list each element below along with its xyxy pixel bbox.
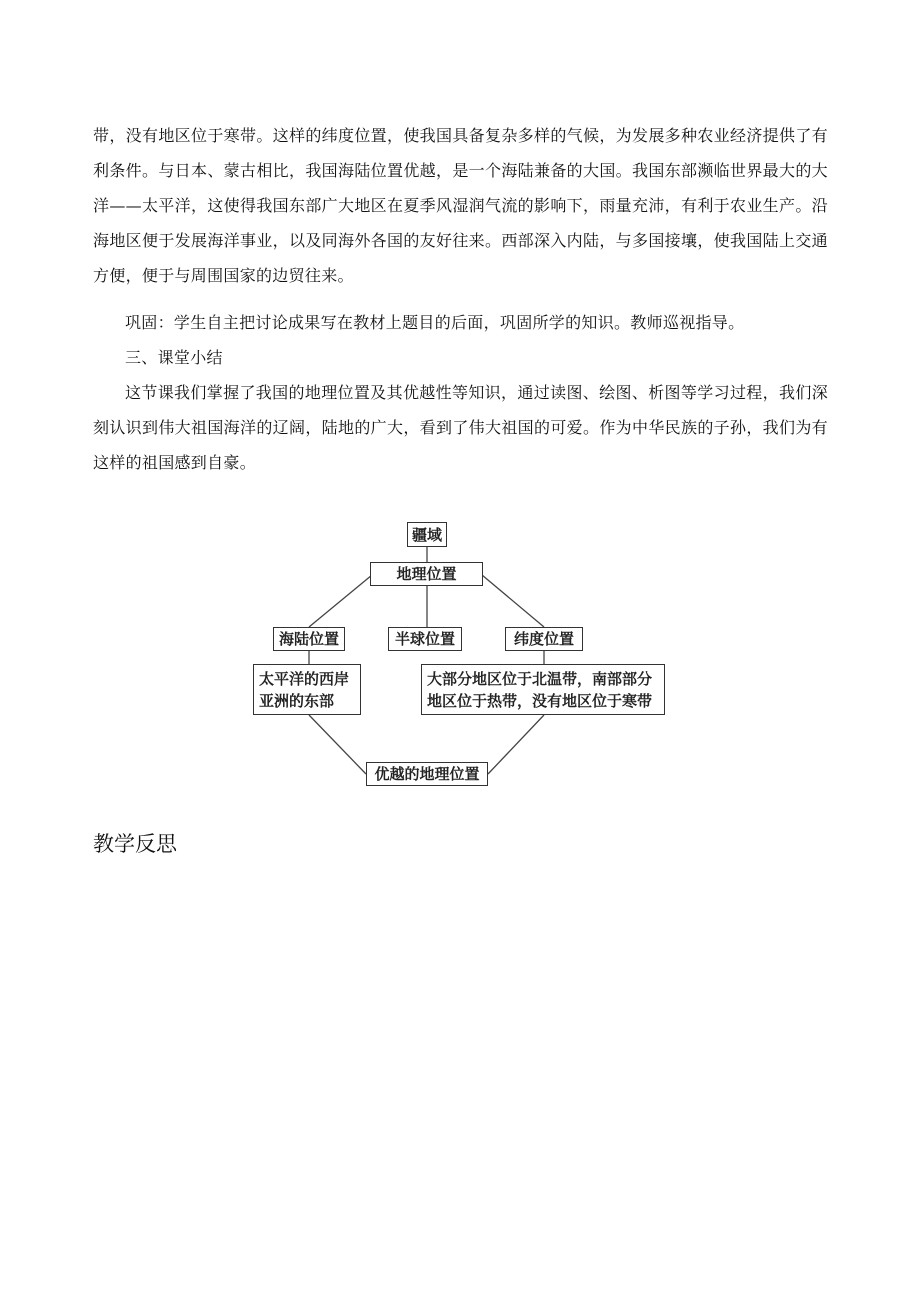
box-latitude-detail [421,664,665,715]
box-sea-land-detail [253,664,361,715]
sea-land-detail-line-2: 亚洲的东部 [259,691,335,710]
paragraph-geography-advantages: 带，没有地区位于寒带。这样的纬度位置，使我国具备复杂多样的气候，为发展多种农业经济提供了有利条件。与日本、蒙古相比，我国海陆位置优越，是一个海陆兼备的大国。我国东部濒临世界最大的大洋——太平洋，这使得我国东部广大地区在夏季风湿润气流的影响下，雨量充沛，有利于农业生产。沿海地区便于发展海洋事业，以及同海外各国的友好往来。西部深入内陆，与多国接壤，使我国陆上交通方便，便于与周围国家的边贸往来。 [93,126,828,285]
section-title-summary: 三、课堂小结 [125,348,223,367]
box-sea-land-position: 海陆位置 [273,627,345,651]
box-hemisphere-position: 半球位置 [388,627,462,651]
connector-position-latitude [482,575,544,627]
teaching-reflection-heading: 教学反思 [93,832,177,856]
paragraph-consolidation: 巩固：学生自主把讨论成果写在教材上题目的后面，巩固所学的知识。教师巡视指导。 [125,313,745,332]
connector-position-sealand [309,575,372,627]
box-latitude-position: 纬度位置 [505,627,583,651]
box-advantageous-position: 优越的地理位置 [366,762,488,786]
connector-sealand-advantage [309,715,366,774]
box-geo-position: 地理位置 [370,562,483,586]
latitude-detail-line-1: 大部分地区位于北温带，南部部分 [427,669,653,688]
sea-land-detail-line-1: 太平洋的西岸 [259,669,350,688]
box-territory: 疆域 [407,522,447,547]
paragraph-summary: 这节课我们掌握了我国的地理位置及其优越性等知识，通过读图、绘图、析图等学习过程，我们深刻认识到伟大祖国海洋的辽阔，陆地的广大，看到了伟大祖国的可爱。作为中华民族的子孙，我们为有这样的祖国感到自豪。 [93,383,828,472]
connector-latitude-advantage [488,715,544,774]
latitude-detail-line-2: 地区位于热带，没有地区位于寒带 [427,691,653,710]
